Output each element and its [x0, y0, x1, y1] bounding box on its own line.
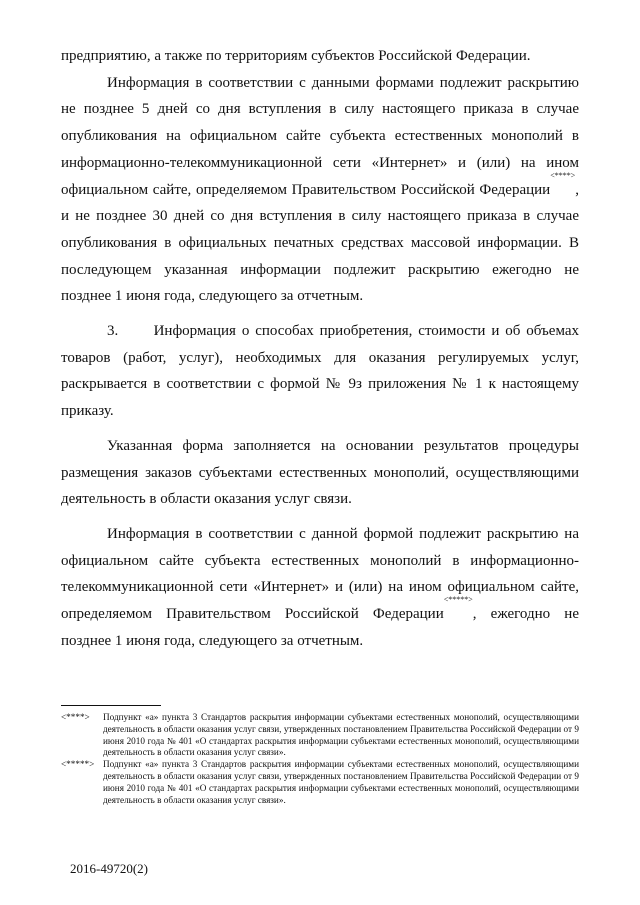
document-body — [61, 43, 579, 654]
paragraph-continuation: предприятию, а также по территориям субъектов Российской Федерации. — [61, 48, 531, 64]
paragraph-annual-disclosure — [61, 521, 579, 655]
paragraph-text: Информация в соответствии с данными формами подлежит раскрытию не позднее 5 дней со дня вступления в силу настоящего приказа в случае опубликования на официальном сайте субъекта естественных монополий в информационно-телекоммуникационной сети «Интернет» и (или) на ином официальном сайте, определяемом Правительством Российской Федерации — [61, 74, 579, 198]
paragraph-text: Информация в соответствии с данной формой подлежит раскрытию на официальном сайте субъекта естественных монополий в информационно-телекоммуникационной сети «Интернет» и (или) на ином официальном сайте, определяемом Правительством Российской Федерации — [61, 525, 579, 623]
footnote — [61, 712, 579, 759]
paragraph-disclosure-terms — [61, 70, 579, 310]
footnote — [61, 759, 579, 806]
footnote-mark: <*****> — [61, 759, 95, 770]
paragraph-text-tail: , ежегодно не позднее 1 июня года, следующего за отчетным. — [61, 606, 579, 649]
footnote-reference: <*****> — [443, 595, 473, 605]
paragraph-form-filling: Указанная форма заполняется на основании результатов процедуры размещения заказов субъектами естественных монополий, осуществляющими деятельность в области оказания услуг связи. — [61, 437, 579, 508]
footnote-mark: <****> — [61, 712, 90, 722]
document-number: 2016-49720(2) — [70, 861, 148, 876]
paragraph-text-tail: , и не позднее 30 дней со дня вступления в силу настоящего приказа в случае опубликования в официальных печатных средствах массовой информации. В последующем указанная информации подлежит раскрытию ежегодно не позднее 1 июня года, следующего за отчетным. — [61, 181, 579, 305]
footnotes — [61, 712, 579, 806]
footnote-text: Подпункт «а» пункта 3 Стандартов раскрытия информации субъектами естественных монополий, осуществляющими деятельность в области оказания услуг связи, утвержденных постановлением Правительства Российской Федерации от 9 июня 2010 года № 401 «О стандартах раскрытия информации субъектами естественных монополий, осуществляющими деятельность в области оказания услуг связи». — [103, 712, 579, 758]
footnote-text: Подпункт «а» пункта 3 Стандартов раскрытия информации субъектами естественных монополий, осуществляющими деятельность в области оказания услуг связи, утвержденных постановлением Правительства Российской Федерации от 9 июня 2010 года № 401 «О стандартах раскрытия информации субъектами естественных монополий, осуществляющими деятельность в области оказания услуг связи». — [103, 759, 579, 805]
footnote-separator — [61, 705, 161, 706]
paragraph-item-3: 3. Информация о способах приобретения, стоимости и об объемах товаров (работ, услуг), необходимых для оказания регулируемых услуг, раскрывается в соответствии с формой № 9з приложения № 1 к настоящему приказу. — [61, 323, 579, 420]
footnote-reference: <****> — [550, 170, 576, 180]
